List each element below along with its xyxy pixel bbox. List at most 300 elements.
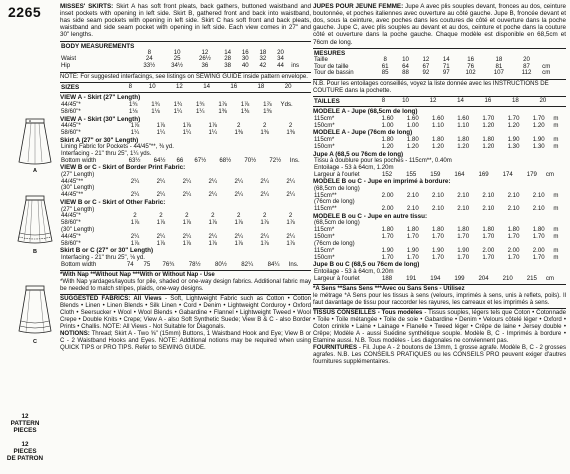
table-cell: 1.10 bbox=[432, 121, 444, 129]
table-row bbox=[60, 102, 311, 109]
unit-cell bbox=[304, 130, 311, 137]
size-cell: 16 bbox=[484, 97, 492, 104]
row-label: 58/60"* bbox=[61, 107, 81, 115]
table-cell: 28 bbox=[224, 55, 232, 63]
table-cell: 1.30 bbox=[532, 142, 545, 150]
row-label: 44/45"** bbox=[61, 191, 84, 199]
nap-note-fr: le métrage *A Sens pour les tissus à sens (velours, imprimés à sens, unis à reflets, poils). Il faut davantage de tissu pour raccorder les rayures, les carreaux et les imprimés à sens. bbox=[313, 291, 566, 306]
table-cell: 2¼ bbox=[286, 177, 295, 185]
table-cell: 1.80 bbox=[507, 226, 520, 234]
yardage-section-table bbox=[60, 255, 311, 269]
table-cell: 1⅞ bbox=[260, 219, 269, 227]
table-cell: 2.10 bbox=[406, 191, 419, 199]
size-cell: 18 bbox=[495, 55, 503, 63]
french-column bbox=[313, 3, 566, 366]
table-cell: 2.10 bbox=[507, 205, 520, 213]
yardage-section-heading: VIEW B or C - Skirt of Other Fabric: bbox=[60, 199, 166, 207]
size-cell: 16 bbox=[467, 55, 474, 63]
table-cell: 1.70 bbox=[406, 253, 419, 261]
english-column bbox=[60, 3, 311, 352]
table-cell: 33½ bbox=[143, 62, 156, 70]
skirt-sketch-c bbox=[16, 285, 54, 345]
yardage-section-heading: Skirt A (27" or 30" Length) bbox=[60, 136, 139, 144]
interfacing-note-en: NOTE: For suggested interfacings, see listings on SEWING GUIDE inside pattern envelope. bbox=[60, 72, 308, 80]
table-cell: 1¾ bbox=[196, 100, 205, 108]
table-cell: 112 bbox=[521, 69, 532, 77]
table-cell: 38 bbox=[224, 62, 232, 70]
nap-note-en: *With Nap yardages/layouts for pile, shaded or one-way design fabrics. Additional fabric may be needed to match stripes, plaids, one-way designs. bbox=[60, 277, 311, 292]
description-title-en: MISSES' SKIRTS: bbox=[60, 3, 114, 10]
table-cell: 1¼ bbox=[196, 107, 205, 115]
table-cell: 1⅞ bbox=[182, 239, 192, 247]
row-label: Tour de taille bbox=[314, 62, 349, 70]
table-cell: 2¼ bbox=[182, 232, 192, 240]
table-cell: 204 bbox=[478, 274, 489, 282]
table-cell: 1.60 bbox=[432, 114, 444, 122]
unit-cell: cm bbox=[545, 170, 554, 178]
table-cell: 1.90 bbox=[457, 246, 470, 254]
table-cell: 2 bbox=[211, 212, 215, 220]
table-cell: 1.80 bbox=[381, 135, 394, 143]
table-cell: 36 bbox=[201, 62, 209, 70]
row-label: Waist bbox=[61, 55, 77, 63]
table-cell: 174 bbox=[502, 170, 513, 178]
table-cell: 1⅞ bbox=[182, 219, 192, 227]
table-cell: 1⅞ bbox=[130, 121, 140, 129]
unit-cell: m bbox=[553, 205, 559, 213]
unit-cell bbox=[304, 220, 311, 227]
table-cell: 1⅞ bbox=[182, 121, 192, 129]
unit-cell bbox=[304, 213, 311, 220]
yardage-table-fr bbox=[313, 108, 566, 282]
unit-cell: cm bbox=[542, 62, 551, 70]
table-cell: 1.00 bbox=[406, 121, 419, 129]
table-cell: 1.60 bbox=[406, 114, 419, 122]
sizes-header-fr bbox=[313, 98, 566, 105]
table-cell: 1⅜ bbox=[286, 128, 295, 136]
table-row bbox=[313, 255, 566, 262]
table-cell: 210 bbox=[502, 274, 513, 282]
table-cell: 75 bbox=[143, 260, 151, 268]
table-cell: 1.70 bbox=[532, 233, 545, 241]
row-label: 115cm* bbox=[314, 246, 335, 254]
table-cell: 26½ bbox=[198, 55, 211, 63]
unit-cell: m bbox=[553, 233, 559, 241]
table-cell: 1.10 bbox=[457, 121, 470, 129]
table-cell: 2.00 bbox=[507, 246, 520, 254]
unit-cell: m bbox=[553, 114, 559, 122]
description-title-fr: JUPES POUR JEUNE FEMME: bbox=[313, 3, 404, 10]
yardage-table-en bbox=[60, 94, 311, 268]
unit-cell: cm bbox=[545, 274, 554, 282]
table-cell: 81 bbox=[495, 62, 503, 70]
tour-de-bassin-row bbox=[313, 70, 566, 77]
row-label: 44/45"** bbox=[61, 177, 84, 185]
table-cell: 1⅛ bbox=[151, 107, 160, 115]
table-cell: 80½ bbox=[215, 260, 227, 268]
table-cell: 34 bbox=[277, 55, 284, 63]
table-cell: 87 bbox=[523, 62, 530, 70]
table-cell: 2 bbox=[288, 212, 293, 220]
table-cell: 1.70 bbox=[457, 253, 470, 261]
table-cell: 40 bbox=[241, 62, 249, 70]
row-label: (76cm de long) bbox=[314, 198, 355, 206]
size-cell: 12 bbox=[176, 83, 183, 91]
size-cell: 8 bbox=[128, 83, 133, 91]
size-cell: 14 bbox=[203, 83, 210, 91]
table-cell: 2.10 bbox=[406, 205, 419, 213]
table-cell: 1⅞ bbox=[156, 121, 166, 129]
notions-text-en: Thread; Skirt A - Two ⅝" (15mm) Buttons, 1 Waistband Hook and Eye; View B or C - 2 Waistband Hooks and Eyes. NOTE: Additional notions may be required when using QUICK TIPS or PRO TIPS. Refer to SEWING GUIDE. bbox=[60, 330, 311, 352]
row-label: 58/60"* bbox=[61, 128, 81, 136]
table-cell: 1.70 bbox=[482, 114, 495, 122]
table-cell: 1.60 bbox=[381, 114, 394, 122]
table-cell: 1¼ bbox=[130, 128, 140, 136]
table-cell: 67½ bbox=[194, 156, 207, 164]
unit-cell: Yds. bbox=[280, 100, 293, 108]
unit-cell bbox=[304, 123, 311, 130]
table-cell: 1.20 bbox=[507, 121, 520, 129]
table-cell: 2¼ bbox=[130, 232, 140, 240]
table-cell: 2.10 bbox=[457, 205, 470, 213]
nap-legend-en: *With Nap **Without Nap ***With or Without Nap - Use bbox=[60, 270, 215, 278]
table-cell: 102 bbox=[465, 69, 476, 77]
table-cell: 64½ bbox=[153, 156, 166, 164]
table-cell: 2¼ bbox=[208, 177, 218, 185]
table-cell: 169 bbox=[478, 170, 489, 178]
table-cell: 2.10 bbox=[532, 191, 545, 199]
table-cell: 155 bbox=[406, 170, 417, 178]
table-cell: 1¾ bbox=[128, 100, 138, 108]
size-cell: 14 bbox=[457, 97, 464, 104]
yardage-section-table bbox=[60, 207, 311, 248]
row-label: Interfacing - 21" thru 25", ⅛ yd. bbox=[61, 253, 145, 261]
table-cell: 1.80 bbox=[457, 226, 470, 234]
table-cell: 1⅛ bbox=[128, 107, 138, 115]
row-label: (27" Length) bbox=[61, 170, 95, 178]
row-label: 115cm** bbox=[314, 191, 337, 199]
table-cell: 1.70 bbox=[457, 233, 470, 241]
table-cell: 2.10 bbox=[507, 191, 520, 199]
unit-cell: m bbox=[553, 191, 559, 199]
table-cell: 61 bbox=[381, 62, 389, 70]
yardage-section-heading: VIEW A - Skirt (27" Length) bbox=[60, 94, 141, 102]
table-cell: 1⅞ bbox=[286, 239, 295, 247]
table-cell: 2¼ bbox=[208, 191, 218, 199]
table-cell: 2.00 bbox=[381, 191, 394, 199]
size-cell: 8 bbox=[381, 97, 386, 104]
measurement-sizes-row bbox=[60, 50, 311, 57]
unit-cell: m bbox=[553, 121, 559, 129]
table-cell: 82¼ bbox=[241, 260, 254, 268]
table-cell: 1⅞ bbox=[208, 239, 218, 247]
table-cell: 1.70 bbox=[381, 253, 394, 261]
yardage-section-heading: MODELE A - Jupe (76cm de long) bbox=[313, 129, 413, 137]
pieces-label-fr-2: DE PATRON bbox=[6, 455, 44, 463]
unit-cell: m bbox=[553, 246, 559, 254]
row-label: 44/45"* bbox=[61, 100, 81, 108]
size-cell: 16 bbox=[241, 48, 249, 56]
size-cell: 14 bbox=[224, 48, 232, 56]
yardage-section-heading: Jupe A (68,5 ou 76cm de long) bbox=[313, 150, 404, 158]
table-cell: 1.20 bbox=[381, 142, 394, 150]
row-label: 44/45"* bbox=[61, 212, 81, 220]
unit-cell: Ins. bbox=[288, 260, 299, 268]
table-cell: 1⅞ bbox=[208, 219, 218, 227]
yardage-section-heading: VIEW B or C - Skirt of Border Print Fabric: bbox=[60, 164, 186, 172]
table-cell: 2¼ bbox=[130, 191, 140, 199]
table-row bbox=[60, 179, 311, 186]
table-row bbox=[313, 276, 566, 283]
row-label: Interfacing - 21" thru 25", 1¼ yds. bbox=[61, 149, 152, 157]
table-cell: 1⅞ bbox=[260, 239, 269, 247]
table-cell: 72½ bbox=[269, 156, 282, 164]
row-label: Entoilage - 53 à 64cm, 1.20m bbox=[314, 163, 394, 171]
skirt-c-icon bbox=[16, 285, 54, 339]
table-cell: 85 bbox=[381, 69, 389, 77]
table-cell: 2.10 bbox=[432, 205, 444, 213]
table-cell: 1⅜ bbox=[263, 107, 272, 115]
pattern-pieces-en bbox=[2, 413, 48, 434]
table-cell: 1.70 bbox=[432, 253, 444, 261]
table-cell: 92 bbox=[422, 69, 430, 77]
table-cell: 34½ bbox=[171, 62, 184, 70]
row-label: (76cm de long) bbox=[314, 239, 355, 247]
table-cell: 2 bbox=[262, 212, 267, 220]
table-cell: 2¼ bbox=[156, 232, 166, 240]
size-cell: 12 bbox=[429, 97, 437, 104]
table-cell: 1.70 bbox=[507, 114, 520, 122]
table-cell: 64 bbox=[402, 62, 409, 70]
row-label: 115cm* bbox=[314, 135, 335, 143]
row-label: Tissu à doublure pour les poches - 115cm**, 0.40m bbox=[314, 156, 452, 164]
pieces-label-en-2: PIECES bbox=[13, 427, 37, 435]
table-cell: 2¼ bbox=[260, 191, 269, 199]
pattern-number: 2265 bbox=[8, 4, 42, 20]
table-cell: 1.90 bbox=[507, 135, 520, 143]
row-label: Lining Fabric for Pockets - 44/45"**, ⅜ yd. bbox=[61, 142, 174, 150]
table-cell: 1¾ bbox=[151, 100, 160, 108]
table-cell: 199 bbox=[454, 274, 465, 282]
table-row bbox=[60, 130, 311, 137]
table-cell: 63½ bbox=[128, 156, 141, 164]
yardage-section-table bbox=[60, 144, 311, 164]
divider bbox=[313, 96, 566, 97]
body-measurements-table bbox=[60, 43, 311, 70]
table-cell: 2¼ bbox=[260, 177, 269, 185]
size-cell: 20 bbox=[284, 83, 292, 91]
size-cell: 18 bbox=[257, 83, 265, 91]
sizes-label: TAILLES bbox=[314, 97, 340, 105]
table-cell: 1.80 bbox=[406, 135, 419, 143]
table-cell: 1.20 bbox=[432, 142, 444, 150]
row-label: Entoilage - 53 à 64cm, 0.20m bbox=[314, 267, 394, 275]
row-label: Largeur à l'ourlet bbox=[314, 170, 360, 178]
table-cell: 1.90 bbox=[432, 246, 444, 254]
table-cell: 1.00 bbox=[381, 121, 394, 129]
table-cell: 1⅞ bbox=[156, 239, 166, 247]
table-cell: 1.20 bbox=[457, 142, 470, 150]
table-cell: 1⅞ bbox=[234, 219, 243, 227]
table-cell: 2¼ bbox=[208, 232, 218, 240]
table-cell: 2¼ bbox=[130, 177, 140, 185]
pieces-label-en-1: PATTERN bbox=[10, 420, 40, 428]
table-cell: 1.70 bbox=[532, 253, 545, 261]
table-cell: 88 bbox=[402, 69, 409, 77]
size-cell: 8 bbox=[383, 55, 387, 63]
table-cell: 25 bbox=[173, 55, 181, 63]
unit-cell bbox=[279, 109, 311, 116]
row-label: 115cm** bbox=[314, 205, 337, 213]
left-margin bbox=[0, 0, 60, 474]
row-label: 58/60"* bbox=[61, 219, 81, 227]
sizes-header-en bbox=[60, 84, 311, 91]
yardage-section-table bbox=[60, 123, 311, 137]
unit-cell bbox=[304, 192, 311, 199]
table-cell: 2¼ bbox=[182, 177, 192, 185]
size-cell: 10 bbox=[402, 97, 409, 104]
interfacing-note-fr: N.B. Pour les entoilages conseillés, voyez la liste donnée avec les INSTRUCTIONS DE COUTURE dans la pochette. bbox=[313, 79, 549, 94]
table-cell: 2.10 bbox=[482, 191, 495, 199]
table-row bbox=[60, 192, 311, 199]
divider bbox=[60, 92, 311, 93]
size-cell: 12 bbox=[422, 55, 430, 63]
fabrics-text-en: - Soft, Lightweight Fabric such as Cotton • Cotton Blends • Linen • Linen Blends • Silk Linen • Cord • Denim • Lightweight Corduroy • Oxford Cloth • Seersucker • Wool • Wool Blends • Gabardine • Flannel • Lightweight Tweed • Wool Crepe • Double Knits • Crepe; View A - also Soft Synthetic Suede; View B & C - also Border Prints • Challis. NOTE: All Views - Not Suitable for Diagonals. bbox=[60, 295, 311, 330]
size-cell: 10 bbox=[173, 48, 181, 56]
table-cell: 76 bbox=[467, 62, 474, 70]
table-cell: 71 bbox=[442, 62, 450, 70]
table-cell: 68½ bbox=[219, 156, 232, 164]
table-cell: 32 bbox=[259, 55, 267, 63]
table-cell: 152 bbox=[381, 170, 393, 178]
yardage-section-heading: Skirt B or C (27" or 30" Length) bbox=[60, 247, 154, 255]
table-cell: 70½ bbox=[244, 156, 257, 164]
table-row bbox=[60, 109, 311, 116]
table-cell: 44 bbox=[277, 62, 284, 70]
table-cell: 1¼ bbox=[182, 128, 192, 136]
yardage-section-table bbox=[313, 220, 566, 261]
description-fr bbox=[313, 3, 566, 46]
table-cell: 2¼ bbox=[156, 191, 166, 199]
table-cell: 1.70 bbox=[482, 253, 495, 261]
table-cell: 1.80 bbox=[532, 226, 545, 234]
row-label: (68,5cm de long) bbox=[314, 219, 360, 227]
table-cell: 2.10 bbox=[432, 191, 444, 199]
table-cell: 215 bbox=[526, 274, 537, 282]
table-cell: 1.70 bbox=[482, 233, 495, 241]
unit-cell: m bbox=[553, 135, 559, 143]
yardage-section-table bbox=[313, 137, 566, 151]
notions-title-en: NOTIONS: bbox=[60, 330, 90, 338]
size-cell: 18 bbox=[259, 48, 267, 56]
row-label: 150cm* bbox=[314, 142, 335, 150]
size-cell: 20 bbox=[539, 97, 547, 104]
table-cell: 1¼ bbox=[208, 128, 218, 136]
nap-legend-fr: *A Sens **Sans Sens ***Avec ou Sans Sens - Utilisez bbox=[313, 284, 465, 292]
table-cell: 74 bbox=[126, 260, 134, 268]
table-cell: 1¼ bbox=[156, 128, 166, 136]
table-cell: 1.80 bbox=[457, 135, 470, 143]
table-cell: 1.80 bbox=[381, 226, 394, 234]
table-cell: 191 bbox=[406, 274, 417, 282]
table-cell: 159 bbox=[430, 170, 441, 178]
row-label: Bottom width bbox=[61, 156, 97, 164]
yardage-section-table bbox=[313, 116, 566, 130]
size-cell: 20 bbox=[523, 55, 530, 63]
table-cell: 97 bbox=[442, 69, 450, 77]
pattern-pieces-fr bbox=[2, 441, 48, 462]
row-label: 115cm* bbox=[314, 114, 335, 122]
row-label: (30" Length) bbox=[61, 184, 95, 192]
table-cell: 1.70 bbox=[507, 253, 520, 261]
pieces-label-fr-1: PIECES bbox=[13, 448, 37, 456]
row-label: 150cm* bbox=[314, 253, 335, 261]
table-cell: 1.20 bbox=[482, 121, 495, 129]
table-cell: 1.70 bbox=[432, 233, 444, 241]
table-cell: 1.80 bbox=[432, 226, 444, 234]
table-cell: 1⅞ bbox=[208, 121, 218, 129]
divider bbox=[313, 48, 566, 49]
table-cell: 67 bbox=[422, 62, 430, 70]
table-cell: 2 bbox=[159, 212, 163, 220]
notions-en bbox=[60, 331, 311, 352]
table-cell: 2.00 bbox=[381, 205, 394, 213]
row-label: (30" Length) bbox=[61, 225, 95, 233]
table-cell: 2¼ bbox=[234, 232, 243, 240]
table-cell: 194 bbox=[430, 274, 441, 282]
table-row bbox=[60, 241, 311, 248]
table-row bbox=[313, 123, 566, 130]
table-cell: 42 bbox=[259, 62, 267, 70]
body-measurements-title: BODY MEASUREMENTS bbox=[61, 42, 135, 50]
table-cell: 1.90 bbox=[406, 246, 419, 254]
fabrics-text-fr: - Tissus souples, légers tels que Coton • Cotonnade • Toile • Toile métangée • Toile de soie • Gabardine • Denim • Velours côtelé léger • Oxford • Coton crinkle • Laine • Lainage • Flanelle • Tweed léger • Crêpe de laine • Jersey double • Crêpe; Modèle A - aussi Suédine synthétique souple. Modèle B, C - Imprimés à bordure • Etamine aussi. N.B. Tous modèles - Les diagonales ne conviennent pas. bbox=[313, 309, 566, 344]
row-label: Largeur à l'ourlet bbox=[314, 274, 360, 282]
table-cell: 78½ bbox=[188, 260, 201, 268]
table-row bbox=[60, 220, 311, 227]
table-cell: 1⅞ bbox=[218, 100, 227, 108]
table-cell: 179 bbox=[526, 170, 537, 178]
yardage-section-table bbox=[60, 102, 311, 116]
view-label-c: C bbox=[33, 339, 37, 345]
table-cell: 2¼ bbox=[182, 191, 192, 199]
table-cell: 2 bbox=[185, 212, 189, 220]
row-label: 44/45"* bbox=[61, 121, 81, 129]
table-cell: 1.80 bbox=[432, 135, 444, 143]
table-cell: 2 bbox=[237, 212, 241, 220]
skirt-sketch-a bbox=[16, 118, 54, 174]
table-cell: 2 bbox=[237, 121, 241, 129]
yardage-section-heading: MODELE B ou C - Jupe en autre tissu: bbox=[313, 213, 428, 221]
row-label: 150cm* bbox=[314, 121, 335, 129]
row-label: (27" Length) bbox=[61, 205, 95, 213]
skirt-a-icon bbox=[16, 118, 54, 168]
description-text-en: Skirt A has soft front pleats, back gathers, buttoned waistband and inset pockets with opening in left side. Skirt B, gathered front and back into waistband, has side seam pockets with opening in left side. Skirt C has soft front and back pleats, waistband and side seam pocket with opening in left side. Each view comes in 27" and 30" lengths. bbox=[60, 3, 311, 39]
mesures-table bbox=[313, 50, 566, 77]
fabrics-fr bbox=[313, 310, 566, 344]
row-label: 44/45"* bbox=[61, 232, 81, 240]
yardage-section-table bbox=[313, 186, 566, 213]
table-cell: 2 bbox=[288, 121, 293, 129]
fabrics-en bbox=[60, 296, 311, 330]
table-cell: 2¼ bbox=[234, 177, 243, 185]
yardage-section-table bbox=[60, 172, 311, 199]
table-cell: 1⅜ bbox=[218, 107, 227, 115]
size-cell: 10 bbox=[402, 55, 409, 63]
row-label: Taille bbox=[314, 55, 328, 63]
unit-cell bbox=[304, 234, 311, 241]
table-row bbox=[60, 262, 311, 269]
